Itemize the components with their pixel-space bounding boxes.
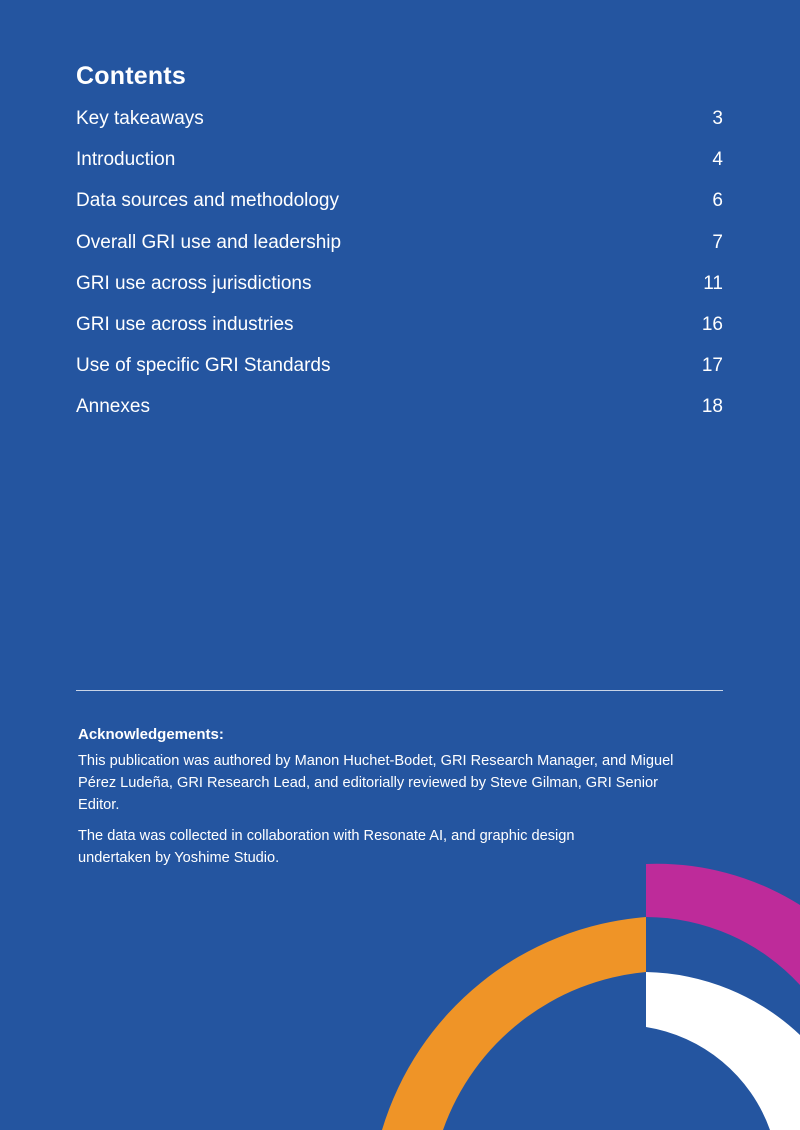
- toc-item-label: Data sources and methodology: [76, 190, 339, 212]
- toc-item-page: 3: [712, 108, 723, 129]
- toc-item-page: 4: [712, 149, 723, 171]
- toc-item-label: Use of specific GRI Standards: [76, 355, 331, 377]
- toc-item-page: 18: [701, 396, 723, 418]
- toc-item-label: Key takeaways: [76, 108, 204, 129]
- white-arc: [646, 972, 800, 1130]
- acknowledgements-paragraph: The data was collected in collaboration with Resonate AI, and graphic design undertaken by Yoshime Studio.: [78, 828, 575, 866]
- toc-item-page: 16: [701, 313, 723, 335]
- orange-arc: [382, 917, 646, 1130]
- toc-item-page: 6: [712, 190, 723, 212]
- contents-title: Contents: [76, 62, 186, 90]
- toc-item-label: GRI use across jurisdictions: [76, 272, 312, 294]
- magenta-arc: [646, 864, 800, 985]
- acknowledgements-paragraph: This publication was authored by Manon Huchet-Bodet, GRI Research Manager, and Miguel Pérez Ludeña, GRI Research Lead, and editorially reviewed by Steve Gilman, GRI Senior Editor.: [78, 753, 674, 813]
- toc-item-label: GRI use across industries: [76, 313, 294, 335]
- toc-item-label: Introduction: [76, 149, 176, 171]
- toc-item-label: Annexes: [76, 396, 150, 418]
- toc-item-label: Overall GRI use and leadership: [76, 231, 342, 253]
- toc-item-page: 11: [703, 272, 723, 294]
- toc-item-page: 17: [701, 355, 723, 377]
- toc-item-page: 7: [712, 231, 723, 253]
- acknowledgements-heading: Acknowledgements:: [78, 726, 224, 743]
